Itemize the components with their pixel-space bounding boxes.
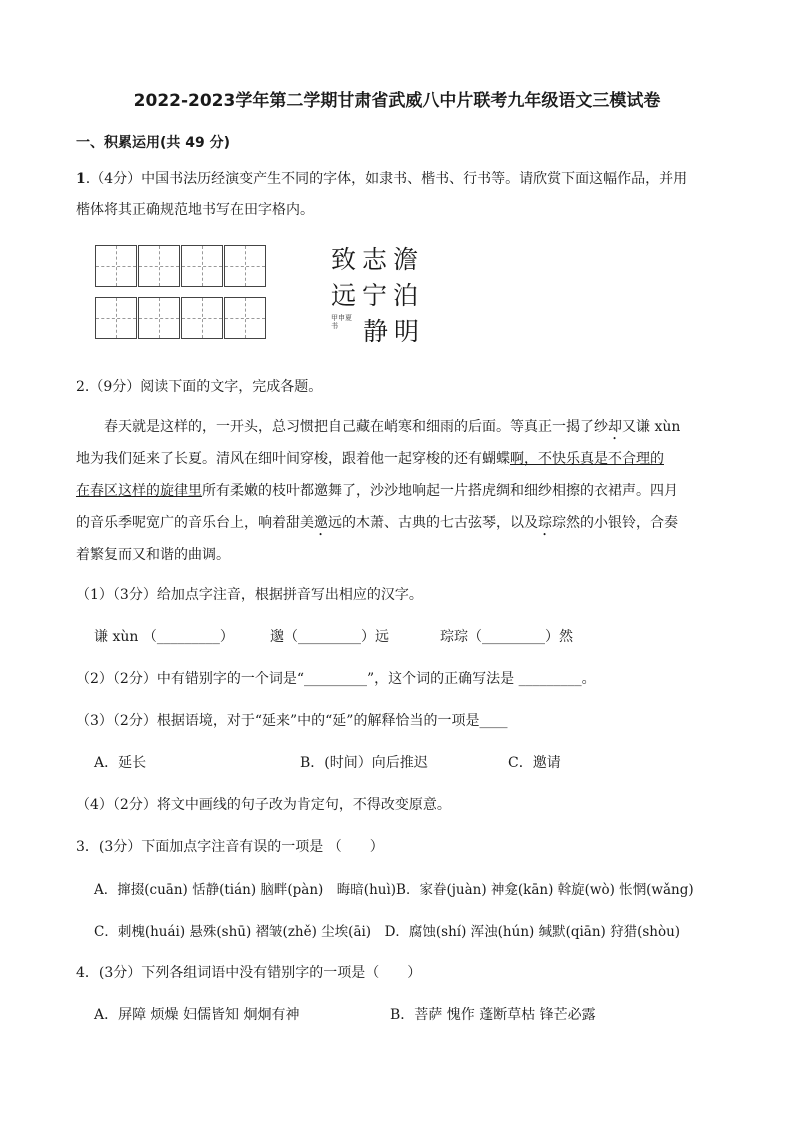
seal-inscription: 甲申夏书 <box>331 314 352 330</box>
sub-question-1: （1）（3分）给加点字注音，根据拼音写出相应的汉字。 <box>76 587 423 603</box>
grid-cell <box>138 245 180 287</box>
option-c[interactable]: C．邀请 <box>508 755 561 771</box>
grid-cell <box>181 245 223 287</box>
passage-line: 着繁复而又和谐的曲调。 <box>76 547 230 563</box>
sub-question-4: （4）（2分）将文中画线的句子改为肯定句，不得改变原意。 <box>76 797 451 813</box>
q3-options-ab[interactable]: A．撺掇(cuān) 恬静(tián) 脑畔(pàn) 晦暗(huì)B．家眷(juàn) 神龛(kān) 斡旋(wò) 怅惘(wǎng) <box>94 882 694 898</box>
q4-option-b[interactable]: B．菩萨 愧作 蓬断草枯 锋芒必露 <box>390 1007 596 1023</box>
q4-heading: 4．(3分）下列各组词语中没有错别字的一项是（ ） <box>76 965 422 981</box>
grid-cell <box>138 297 180 339</box>
calligraphy-artwork <box>325 240 445 350</box>
answer-blank[interactable]: 谦 xùn （_________） <box>94 629 234 645</box>
page-title: 2022-2023学年第二学期甘肃省武威八中片联考九年级语文三模试卷 <box>133 91 661 111</box>
passage-line: 的音乐季呢宽广的音乐台上，响着甜美邀远的木萧、古典的七古弦琴，以及琮琮然的小银铃，合奏 <box>76 515 678 531</box>
q1-line1: 1.（4分）中国书法历经演变产生不同的字体，如隶书、楷书、行书等。请欣赏下面这幅作品，并用 <box>76 171 688 187</box>
calligraphy-row: 静明 <box>363 317 426 346</box>
passage-line: 春天就是这样的，一开头，总习惯把自己藏在峭寒和细雨的后面。等真正一揭了纱却又谦 xùn <box>104 419 681 435</box>
section-heading: 一、积累运用(共 49 分) <box>76 135 231 151</box>
passage-line: 在春区这样的旋律里所有柔嫩的枝叶都邀舞了，沙沙地响起一片搭虎绸和细纱相擦的衣裙声。四月 <box>76 483 678 499</box>
passage-line: 地为我们延来了长夏。清风在细叶间穿梭，跟着他一起穿梭的还有蝴蝶啊，不快乐真是不合理的 <box>76 451 664 467</box>
grid-cell <box>181 297 223 339</box>
grid-cell <box>224 297 266 339</box>
answer-blank[interactable]: 琮琮（_________）然 <box>440 629 573 645</box>
grid-cell <box>95 245 137 287</box>
tianzi-grid <box>95 245 269 341</box>
grid-cell <box>95 297 137 339</box>
grid-cell <box>224 245 266 287</box>
q3-heading: 3．(3分）下面加点字注音有误的一项是 （ ） <box>76 839 384 855</box>
sub-question-3: （3）（2分）根据语境，对于“延来”中的“延”的解释恰当的一项是____ <box>76 713 508 729</box>
sub-question-2: （2）（2分）中有错别字的一个词是“_________”，这个词的正确写法是 _________。 <box>76 671 596 687</box>
q1-line2: 楷体将其正确规范地书写在田字格内。 <box>76 202 314 218</box>
calligraphy-row: 致志澹 <box>331 245 425 274</box>
option-a[interactable]: A．延长 <box>94 755 147 771</box>
calligraphy-row: 远宁泊 <box>331 281 425 310</box>
q2-heading: 2.（9分）阅读下面的文字，完成各题。 <box>76 379 323 395</box>
q3-options-cd[interactable]: C．刺槐(huái) 悬殊(shū) 褶皱(zhě) 尘埃(āi) D．腐蚀(shí) 浑浊(hún) 缄默(qiān) 狩猎(shòu) <box>94 924 681 940</box>
q4-option-a[interactable]: A．屏障 烦燥 妇儒皆知 炯炯有神 <box>94 1007 300 1023</box>
option-b[interactable]: B．(时间）向后推迟 <box>300 755 428 771</box>
answer-blank[interactable]: 邈（_________）远 <box>270 629 389 645</box>
